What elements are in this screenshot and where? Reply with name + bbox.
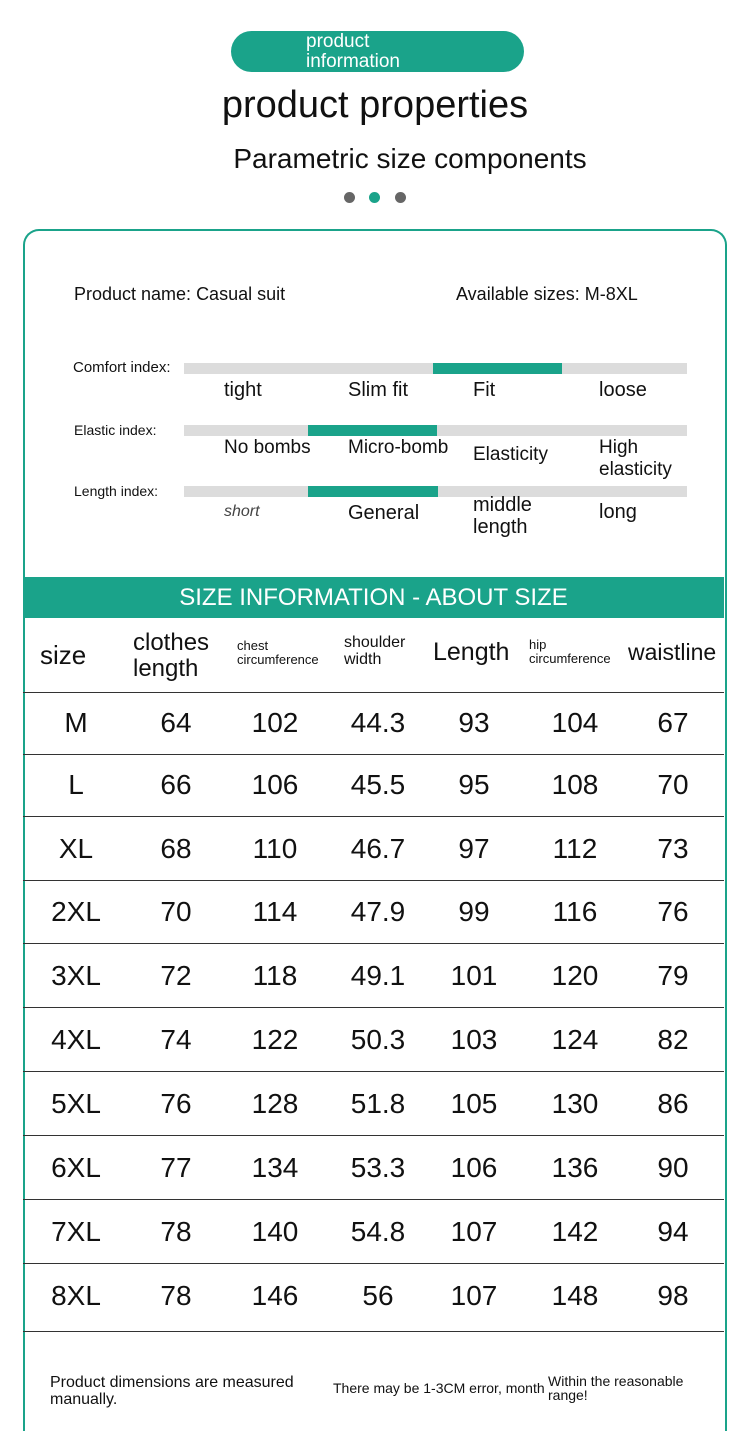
table-cell: 76 <box>657 896 689 927</box>
table-cell: 70 <box>657 769 689 800</box>
index-fill <box>433 363 562 374</box>
table-row <box>23 1073 724 1136</box>
index-option: short <box>224 503 260 520</box>
page-subtitle: Parametric size components <box>233 143 587 174</box>
index-track <box>184 425 687 436</box>
table-cell: 82 <box>657 1024 689 1055</box>
table-cell: 134 <box>251 1152 299 1183</box>
table-cell: 54.8 <box>350 1216 406 1247</box>
table-header-cell: clothes length <box>133 629 210 682</box>
table-cell: 99 <box>458 896 490 927</box>
table-row <box>23 818 724 881</box>
table-cell: 6XL <box>51 1152 101 1183</box>
table-cell: 76 <box>160 1088 192 1119</box>
table-cell: 148 <box>551 1280 599 1311</box>
table-cell: 68 <box>160 833 192 864</box>
table-cell: M <box>64 707 88 738</box>
table-cell: 4XL <box>51 1024 101 1055</box>
table-header-cell: waistline <box>628 639 717 665</box>
table-cell: 118 <box>252 960 298 991</box>
table-cell: 5XL <box>51 1088 101 1119</box>
table-cell: 70 <box>160 896 192 927</box>
table-cell: 67 <box>657 707 689 738</box>
table-cell: 45.5 <box>350 769 406 800</box>
table-cell: 101 <box>450 960 498 991</box>
index-fill <box>308 486 438 497</box>
table-cell: 142 <box>551 1216 599 1247</box>
index-option: No bombs <box>224 437 311 458</box>
index-option: Elasticity <box>473 444 548 465</box>
table-cell: 50.3 <box>350 1024 406 1055</box>
table-cell: 105 <box>450 1088 498 1119</box>
table-cell: 77 <box>160 1152 192 1183</box>
footer-note-error: There may be 1-3CM error, month <box>333 1380 545 1396</box>
table-cell: 64 <box>160 707 192 738</box>
table-row <box>23 1201 724 1264</box>
table-cell: 47.9 <box>350 896 406 927</box>
table-cell: 120 <box>551 960 599 991</box>
table-cell: 3XL <box>51 960 101 991</box>
page-title: product properties <box>221 84 529 126</box>
table-header-cell: chest circumference <box>237 638 319 667</box>
table-cell: 140 <box>251 1216 299 1247</box>
table-row <box>23 945 724 1008</box>
table-cell: 44.3 <box>350 707 406 738</box>
index-option: Micro-bomb <box>348 437 449 458</box>
table-cell: 103 <box>450 1024 498 1055</box>
table-cell: 78 <box>160 1216 192 1247</box>
table-cell: 124 <box>551 1024 599 1055</box>
table-row <box>23 1265 724 1332</box>
table-cell: 8XL <box>51 1280 101 1311</box>
index-option: tight <box>224 379 262 401</box>
table-cell: 74 <box>160 1024 192 1055</box>
table-cell: 128 <box>251 1088 299 1119</box>
table-cell: 2XL <box>51 896 101 927</box>
table-cell: 49.1 <box>350 960 406 991</box>
pagination-dot <box>369 192 380 203</box>
index-track <box>184 486 687 497</box>
table-header-cell: Length <box>433 638 510 666</box>
table-cell: 108 <box>551 769 599 800</box>
available-sizes: Available sizes: M-8XL <box>456 284 638 304</box>
index-track <box>184 363 687 374</box>
index-option: Slim fit <box>348 379 408 401</box>
index-option: High elasticity <box>599 437 672 480</box>
table-cell: 107 <box>450 1280 498 1311</box>
table-cell: 51.8 <box>350 1088 406 1119</box>
table-cell: 79 <box>657 960 689 991</box>
size-table-header <box>23 618 724 693</box>
table-cell: 136 <box>551 1152 599 1183</box>
table-cell: 53.3 <box>350 1152 406 1183</box>
table-row <box>23 1137 724 1200</box>
table-cell: 7XL <box>51 1216 101 1247</box>
index-option: Fit <box>473 379 496 401</box>
table-cell: 98 <box>657 1280 689 1311</box>
table-row <box>23 754 724 817</box>
table-cell: 90 <box>657 1152 689 1183</box>
table-cell: 116 <box>552 896 598 927</box>
table-cell: 102 <box>251 707 299 738</box>
index-option: long <box>599 501 637 523</box>
table-header-cell: shoulder width <box>344 634 406 668</box>
pagination-dot <box>344 192 355 203</box>
table-cell: 72 <box>160 960 192 991</box>
table-cell: 66 <box>160 769 192 800</box>
table-cell: L <box>68 769 84 800</box>
table-cell: 93 <box>458 707 490 738</box>
index-option: loose <box>599 379 647 401</box>
index-label: Elastic index: <box>74 422 157 438</box>
pagination-dot <box>395 192 406 203</box>
table-row <box>23 692 724 755</box>
table-cell: 106 <box>450 1152 498 1183</box>
table-cell: 130 <box>551 1088 599 1119</box>
index-label: Comfort index: <box>73 359 171 376</box>
index-option: General <box>348 502 420 524</box>
index-label: Length index: <box>74 483 159 499</box>
table-cell: 122 <box>251 1024 299 1055</box>
table-cell: 73 <box>657 833 689 864</box>
table-header-cell: size <box>40 640 87 670</box>
product-name: Product name: Casual suit <box>74 284 286 304</box>
table-row <box>23 1009 724 1072</box>
table-cell: 114 <box>252 896 298 927</box>
size-info-banner: SIZE INFORMATION - ABOUT SIZE <box>23 577 724 618</box>
table-cell: 112 <box>552 833 598 864</box>
footer-note-range: Within the reasonable range! <box>548 1373 684 1403</box>
table-cell: 56 <box>362 1280 394 1311</box>
table-cell: 146 <box>251 1280 299 1311</box>
pill-text: product information <box>306 31 400 72</box>
table-cell: 107 <box>450 1216 498 1247</box>
product-information-pill <box>231 31 524 72</box>
index-fill <box>308 425 437 436</box>
table-row <box>23 881 724 944</box>
table-cell: 86 <box>657 1088 689 1119</box>
index-option: middle length <box>473 494 532 538</box>
table-cell: 95 <box>458 769 490 800</box>
footer-note-manual: Product dimensions are measured manually. <box>50 1374 294 1408</box>
table-cell: 110 <box>252 833 298 864</box>
table-cell: 104 <box>551 707 599 738</box>
table-cell: XL <box>58 833 94 864</box>
table-cell: 97 <box>458 833 490 864</box>
table-header-cell: hip circumference <box>529 637 611 666</box>
table-cell: 46.7 <box>350 833 406 864</box>
table-cell: 78 <box>160 1280 192 1311</box>
table-cell: 106 <box>251 769 299 800</box>
table-cell: 94 <box>657 1216 689 1247</box>
